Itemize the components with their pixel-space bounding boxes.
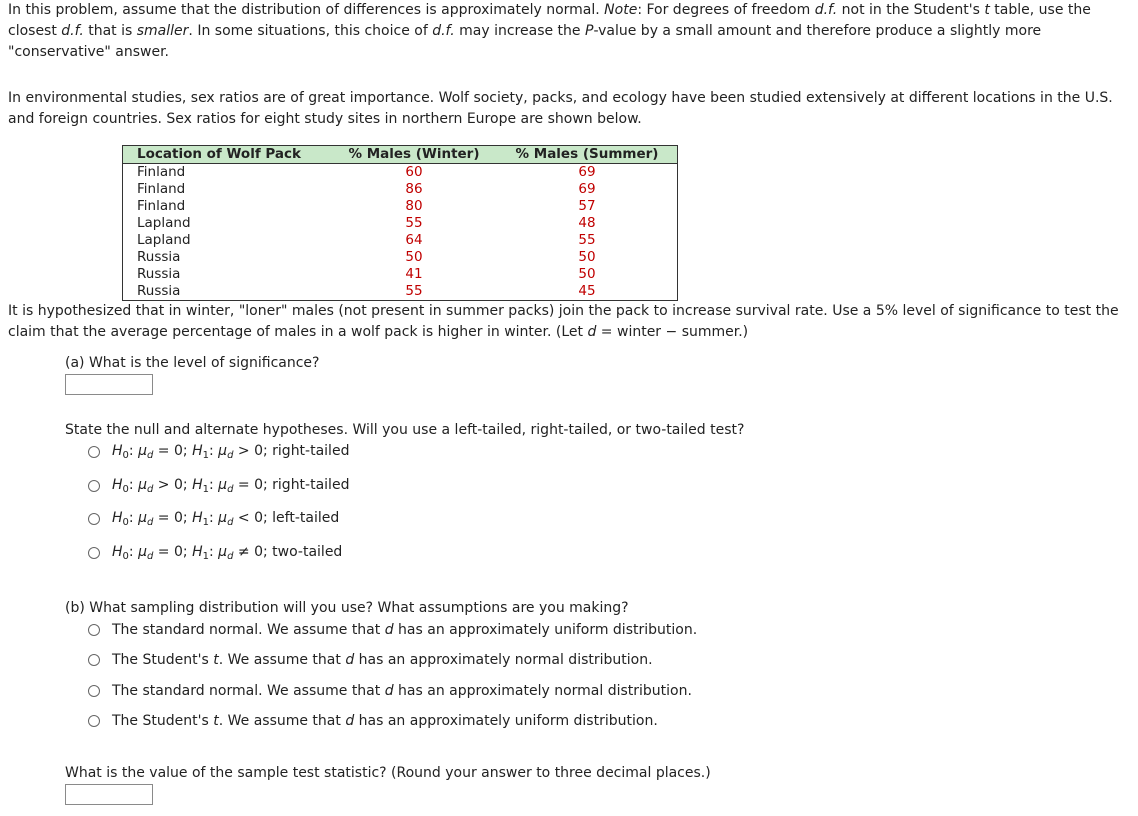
wolf-data-table [122, 145, 678, 301]
cell-location: Lapland [137, 232, 191, 248]
distribution-option-label: The Student's t. We assume that d has an approximately uniform distribution. [112, 713, 658, 729]
distribution-option-3[interactable] [88, 681, 692, 701]
test-statistic-input[interactable] [65, 784, 153, 805]
context-paragraph: In environmental studies, sex ratios are of great importance. Wolf society, packs, and ecology have been studied extensively at different locations in the U.S. and foreign countries. Sex ratios for eight study sites in northern Europe are shown below. [8, 90, 1113, 127]
radio-button[interactable] [88, 685, 100, 697]
table-row [123, 215, 678, 232]
hypothesis-option-2[interactable] [88, 476, 349, 496]
cell-summer: 50 [578, 266, 596, 282]
cell-location: Russia [137, 283, 181, 299]
header-summer: % Males (Summer) [497, 146, 678, 164]
table-row [123, 181, 678, 198]
cell-winter: 55 [405, 215, 423, 231]
distribution-option-label: The standard normal. We assume that d has an approximately normal distribution. [112, 683, 692, 699]
radio-button[interactable] [88, 480, 100, 492]
distribution-option-label: The standard normal. We assume that d has an approximately uniform distribution. [112, 622, 698, 638]
hypothesis-option-label: $H_0$: $\mu_d = 0$; $H_1$: $\mu_d \ne 0$; two-tailed [112, 544, 343, 562]
table-row [123, 198, 678, 215]
cell-location: Lapland [137, 215, 191, 231]
hypothesis-option-4[interactable] [88, 543, 342, 563]
part-a-question: (a) What is the level of significance? [65, 355, 320, 371]
hypothesis-option-label: $H_0$: $\mu_d > 0$; $H_1$: $\mu_d = 0$; right-tailed [112, 477, 350, 495]
distribution-option-1[interactable] [88, 620, 697, 640]
hypothesis-option-1[interactable] [88, 442, 349, 462]
intro-paragraph: In this problem, assume that the distribution of differences is approximately normal. Note: For degrees of freedom d.f. not in the Student's t table, use the closest d.f. that is smaller. In some situations, this choice of d.f. may increase the P-value by a small amount and therefore produce a slightly more "conservative" answer. [8, 2, 1091, 60]
cell-winter: 55 [405, 283, 423, 299]
table-row [123, 232, 678, 249]
cell-winter: 64 [405, 232, 423, 248]
cell-winter: 50 [405, 249, 423, 265]
radio-button[interactable] [88, 547, 100, 559]
radio-button[interactable] [88, 654, 100, 666]
cell-summer: 69 [578, 181, 596, 197]
hypothesis-option-3[interactable] [88, 509, 339, 529]
table-row [123, 283, 678, 301]
cell-winter: 86 [405, 181, 423, 197]
table-header-row [123, 146, 678, 164]
cell-summer: 55 [578, 232, 596, 248]
cell-location: Finland [137, 164, 186, 180]
cell-summer: 57 [578, 198, 596, 214]
table-row [123, 249, 678, 266]
distribution-option-2[interactable] [88, 650, 653, 670]
distribution-option-4[interactable] [88, 711, 658, 731]
cell-summer: 45 [578, 283, 596, 299]
hypotheses-question: State the null and alternate hypotheses. Will you use a left-tailed, right-tailed, or two-tailed test? [65, 422, 745, 438]
cell-winter: 41 [405, 266, 423, 282]
cell-location: Finland [137, 198, 186, 214]
hypothesis-paragraph: It is hypothesized that in winter, "loner" males (not present in summer packs) join the pack to increase survival rate. Use a 5% level of significance to test the claim that the average percentage of males in a wolf pack is higher in winter. (Let d = winter − summer.) [8, 303, 1119, 340]
distribution-option-label: The Student's t. We assume that d has an approximately normal distribution. [112, 652, 653, 668]
cell-location: Russia [137, 249, 181, 265]
table-row [123, 164, 678, 182]
cell-winter: 60 [405, 164, 423, 180]
hypothesis-option-label: $H_0$: $\mu_d = 0$; $H_1$: $\mu_d < 0$; left-tailed [112, 510, 340, 528]
cell-summer: 48 [578, 215, 596, 231]
cell-summer: 50 [578, 249, 596, 265]
cell-location: Russia [137, 266, 181, 282]
significance-level-input[interactable] [65, 374, 153, 395]
radio-button[interactable] [88, 624, 100, 636]
radio-button[interactable] [88, 446, 100, 458]
header-location: Location of Wolf Pack [123, 146, 332, 164]
part-b-question: (b) What sampling distribution will you use? What assumptions are you making? [65, 600, 629, 616]
cell-location: Finland [137, 181, 186, 197]
table-row [123, 266, 678, 283]
header-winter: % Males (Winter) [331, 146, 497, 164]
radio-button[interactable] [88, 513, 100, 525]
radio-button[interactable] [88, 715, 100, 727]
cell-winter: 80 [405, 198, 423, 214]
test-statistic-question: What is the value of the sample test statistic? (Round your answer to three decimal places.) [65, 765, 711, 781]
cell-summer: 69 [578, 164, 596, 180]
hypothesis-option-label: $H_0$: $\mu_d = 0$; $H_1$: $\mu_d > 0$; right-tailed [112, 443, 350, 461]
